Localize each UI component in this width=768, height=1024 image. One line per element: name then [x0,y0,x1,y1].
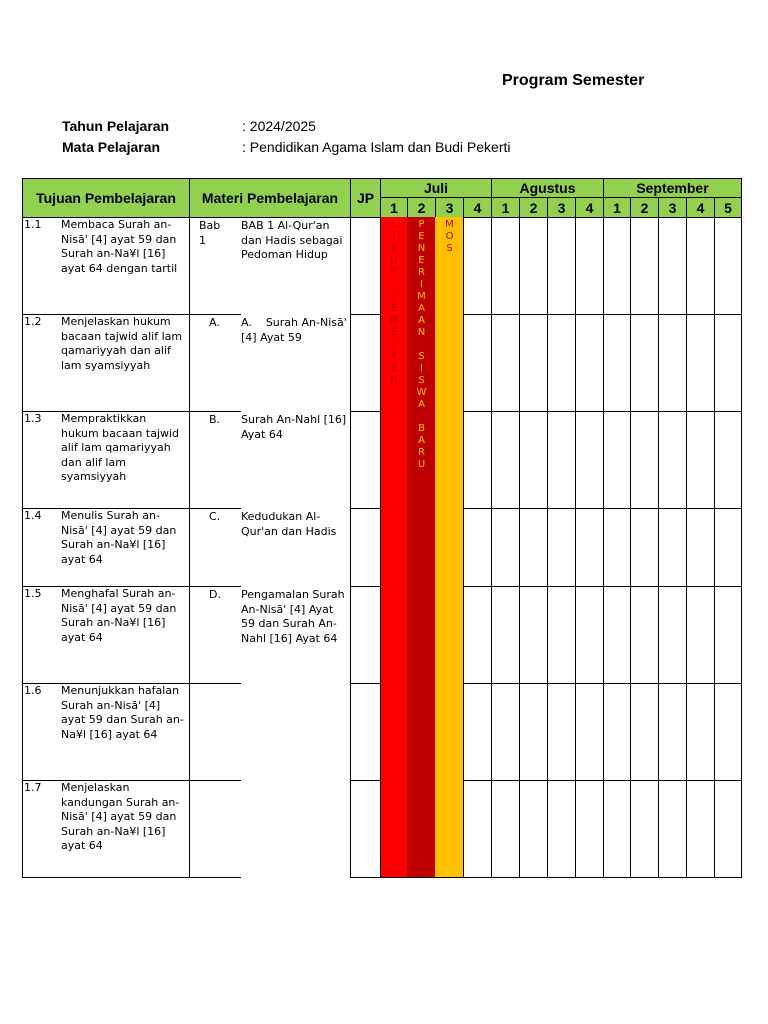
week-cell [491,780,520,878]
week-cell [603,683,631,781]
week-cell [714,508,742,587]
materi-text: Surah An-Nahl [16] Ayat 64 [241,413,347,441]
week-cell [714,586,742,684]
band-label-penerimaan: P E N E R I M A A N S I S W A B A R U [416,219,427,470]
week-cell [547,411,576,509]
week-cell [491,411,520,509]
materi-row-line [189,411,241,412]
week-cell [686,508,715,587]
week-cell [686,217,715,315]
header-jp: JP [350,178,381,218]
week-cell [547,586,576,684]
week-cell [519,411,548,509]
week-cell [463,780,492,878]
week-cell [519,217,548,315]
week-cell [603,780,631,878]
materi-row-line [189,314,241,315]
table-row [22,411,190,509]
week-cell [575,411,604,509]
week-cell [575,217,604,315]
info-value: : Pendidikan Agama Islam dan Budi Pekerti [242,139,511,155]
week-cell [463,508,492,587]
header-materi: Materi Pembelajaran [189,178,351,218]
week-header: 3 [435,197,464,218]
week-cell [519,508,548,587]
jp-cell [350,780,381,878]
materi-row-line [189,508,241,509]
week-cell [547,780,576,878]
jp-cell [350,217,381,315]
week-cell [686,780,715,878]
week-cell [547,314,576,412]
month-agustus: Agustus [491,178,604,198]
week-header: 1 [603,197,631,218]
jp-cell [350,683,381,781]
materi-row-line [189,683,241,684]
week-cell [575,683,604,781]
materi-text: Pengamalan Surah An-Nisā' [4] Ayat 59 dan Surah An-Nahl [16] Ayat 64 [241,588,345,645]
week-cell [630,780,659,878]
row-tujuan: Menjelaskan hukum bacaan tajwid alif lam qamariyyah dan alif lam syamsiyyah [61,315,183,372]
jp-cell [350,314,381,412]
week-cell [491,314,520,412]
week-cell [463,217,492,315]
week-cell [575,508,604,587]
week-cell [686,411,715,509]
week-cell [603,586,631,684]
week-header: 2 [630,197,659,218]
week-cell [603,411,631,509]
week-cell [463,314,492,412]
table-row [22,683,190,781]
week-header: 5 [714,197,742,218]
week-cell [491,683,520,781]
band-label-mos: M O S [445,219,454,254]
week-cell [519,683,548,781]
week-cell [686,683,715,781]
header-tujuan: Tujuan Pembelajaran [22,178,190,218]
week-cell [714,217,742,315]
jp-cell [350,411,381,509]
materi-text: A. Surah An-Nisā' [4] Ayat 59 [241,316,351,344]
month-juli: Juli [380,178,492,198]
jp-cell [350,586,381,684]
week-header: 1 [380,197,408,218]
row-tujuan: Menjelaskan kandungan Surah an-Nisā' [4] ayat 59 dan Surah an-Na¥l [16] ayat 64 [61,781,180,852]
week-cell [603,314,631,412]
materi-code: B. [209,413,221,426]
row-number: 1.5 [24,587,42,600]
materi-text: Kedudukan Al-Qur'an dan Hadis [241,510,337,538]
week-cell [658,683,687,781]
week-cell [547,683,576,781]
materi-row-line [189,586,241,587]
band-mos [435,217,464,878]
row-number: 1.6 [24,684,42,697]
table-row [22,217,190,315]
week-cell [714,411,742,509]
week-cell [658,780,687,878]
week-cell [630,411,659,509]
row-number: 1.7 [24,781,42,794]
week-cell [658,411,687,509]
week-cell [575,586,604,684]
row-tujuan: Menulis Surah an-Nisā' [4] ayat 59 dan Surah an-Na¥l [16] ayat 64 [61,509,177,566]
row-number: 1.3 [24,412,42,425]
week-cell [630,586,659,684]
table-row [22,780,190,878]
week-cell [630,217,659,315]
row-tujuan: Membaca Surah an-Nisā' [4] ayat 59 dan Surah an-Na¥l [16] ayat 64 dengan tartil [61,218,178,275]
materi-code: A. [209,316,220,329]
materi-row-line [189,877,241,878]
row-tujuan: Mempraktikkan hukum bacaan tajwid alif lam qamariyyah dan alif lam syamsiyyah [61,412,180,483]
week-cell [575,314,604,412]
week-cell [714,314,742,412]
week-header: 4 [463,197,492,218]
row-number: 1.1 [24,218,42,231]
week-cell [463,586,492,684]
week-cell [575,780,604,878]
row-number: 1.4 [24,509,42,522]
info-value: : 2024/2025 [242,118,316,134]
materi-text: BAB 1 Al-Qur'an dan Hadis sebagai Pedoman Hidup [241,219,343,261]
week-header: 2 [519,197,548,218]
materi-code: C. [209,510,221,523]
week-cell [463,411,492,509]
row-number: 1.2 [24,315,42,328]
week-header: 4 [575,197,604,218]
week-header: 3 [547,197,576,218]
week-cell [547,217,576,315]
week-header: 3 [658,197,687,218]
week-cell [519,314,548,412]
materi-code: Bab 1 [199,219,221,247]
week-header: 2 [407,197,436,218]
week-cell [658,508,687,587]
week-cell [603,217,631,315]
week-cell [519,586,548,684]
week-cell [658,586,687,684]
row-tujuan: Menghafal Surah an-Nisā' [4] ayat 59 dan Surah an-Na¥l [16] ayat 64 [61,587,177,644]
page-title: Program Semester [502,72,645,89]
week-header: 1 [491,197,520,218]
materi-code: D. [209,588,221,601]
week-cell [630,508,659,587]
week-cell [714,780,742,878]
table-row [22,586,190,684]
week-cell [603,508,631,587]
week-cell [686,586,715,684]
band-label-libur: L I B U R S E M E S T E R [389,219,399,386]
row-tujuan: Menunjukkan hafalan Surah an-Nisā' [4] ayat 59 dan Surah an-Na¥l [16] ayat 64 [61,684,184,741]
week-cell [491,508,520,587]
week-header: 4 [686,197,715,218]
week-cell [463,683,492,781]
week-cell [658,314,687,412]
week-cell [658,217,687,315]
materi-code-divider [189,217,241,218]
week-cell [686,314,715,412]
jp-cell [350,508,381,587]
table-row [22,508,190,587]
week-cell [714,683,742,781]
week-cell [547,508,576,587]
week-cell [491,586,520,684]
week-cell [491,217,520,315]
month-september: September [603,178,742,198]
week-cell [519,780,548,878]
materi-row-line [189,780,241,781]
info-label: Mata Pelajaran [62,139,161,155]
table-row [22,314,190,412]
info-label: Tahun Pelajaran [62,118,170,134]
week-cell [630,683,659,781]
week-cell [630,314,659,412]
